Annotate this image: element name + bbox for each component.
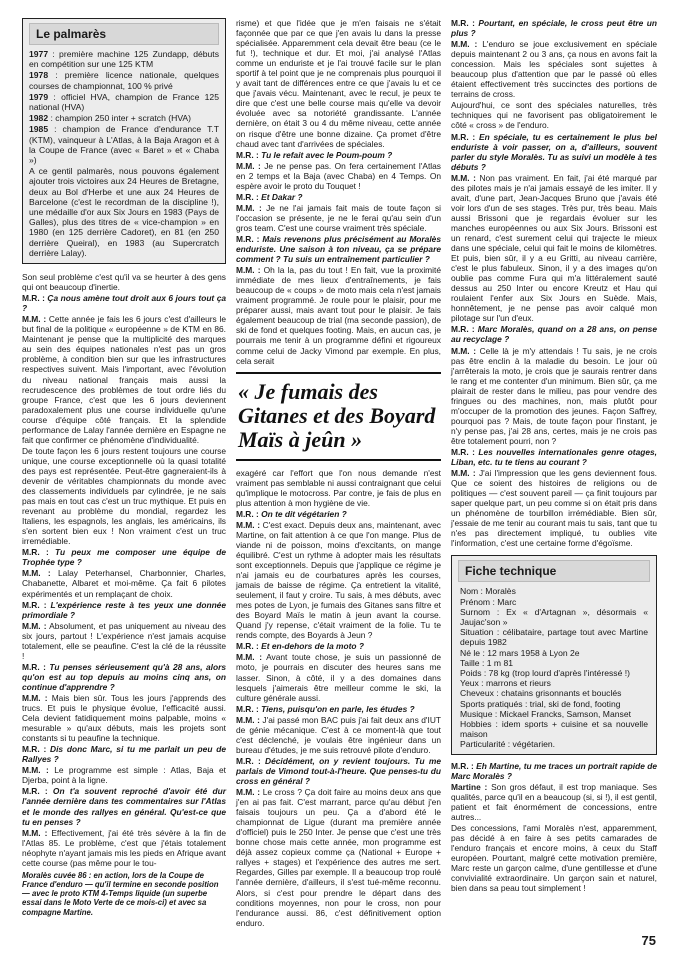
palmares-closing: A ce gentil palmarès, nous pouvons également ajouter trois victoires aux 24 Heures de Bretagne, deux au Bol d'Herbe et une aux 24 Heures de Barcelone (c'est le recordman de la discipline !), une médaille d'or aux Six Jours en 1983 (Pays de Galles), plus des titres de « vice-champion » en 1980 (en 125 derrière Cadoret), en 81 (en 250 derrière Queiral), en 1983 (au Supercratch derrière Lalay).: [29, 166, 219, 258]
fiche-line: Situation : célibataire, partage tout avec Martine depuis 1982: [460, 627, 648, 648]
question-paragraph: [236, 509, 441, 519]
column-2: [236, 18, 441, 929]
speaker-label: M.R. :: [236, 755, 261, 766]
speaker-label: M.R. :: [236, 233, 260, 244]
speaker-label: M.R. :: [451, 760, 474, 771]
fiche-technique-box: [451, 555, 657, 754]
speaker-label: M.R. :: [22, 599, 47, 610]
answer-text: Je ne l'ai jamais fait mais de toute façon si l'occasion se présente, je ne le ferai qu'au sein d'un gros team. C'est une course vraiment très spéciale.: [236, 202, 441, 233]
question-text: Dis donc Marc, si tu me parlait un peu de Rallyes ?: [22, 744, 226, 765]
speaker-label: M.R. :: [236, 703, 259, 714]
question-text: L'expérience reste à tes yeux une donnée primordiale ?: [22, 599, 226, 620]
answer-paragraph: [22, 568, 226, 598]
question-text: Eh Martine, tu me traces un portrait rapide de Marc Moralès ?: [451, 760, 657, 781]
question-text: En spéciale, tu es certainement le plus bel enduriste à voir passer, on a, d'ailleurs, souvent parler du style Moralès. Tu as suivi un modèle à tes débuts ?: [451, 131, 658, 172]
question-paragraph: [451, 132, 657, 172]
answer-text: Lalay Peterhansel, Charbonnier, Charles, Chabanette, Albaret et moi-même. Ça fait 6 pilotes expérimentés et un remplaçant de choix.: [22, 568, 226, 599]
question-paragraph: [236, 192, 441, 202]
question-paragraph: [236, 234, 441, 264]
fiche-body: [452, 586, 656, 749]
speaker-label: M.R. :: [22, 547, 49, 558]
pull-quote: « Je fumais des Gitanes et des Boyard Maïs à jeûn »: [236, 372, 441, 461]
speaker-label: M.M. :: [236, 265, 261, 276]
answer-paragraph: [236, 715, 441, 755]
question-text: Tiens, puisqu'on en parle, les études ?: [258, 703, 415, 714]
palmares-text: : champion 250 inter + scratch (HVA): [48, 113, 192, 124]
column-2-text-bottom: [236, 468, 441, 928]
answer-text: Effectivement, j'ai été très sévère à la fin de l'Atlas 85. Le problème, c'est que j'étais totalement néophyte n'ayant jamais mis les pieds en Afrique avant cette course (pas même pour le tou-: [22, 827, 226, 868]
question-paragraph: [22, 293, 226, 313]
answer-text: Mais bien sûr. Tous les jours j'apprends des trucs. Et puis le physique évolue, l'efficacité aussi. Cela devient fatidiquement moins palpable, moins « mesurable » qu'aux débuts, mais les projets sont constants si tu peaufine la technique.: [22, 692, 226, 744]
fiche-line: Particularité : végétarien.: [460, 739, 556, 750]
speaker-label: M.M. :: [451, 172, 476, 183]
answer-paragraph: [451, 468, 657, 548]
speaker-label: M.R. :: [451, 131, 476, 142]
question-paragraph: [236, 641, 441, 651]
column-3: [451, 18, 657, 894]
question-paragraph: [236, 704, 441, 714]
speaker-label: M.R. :: [236, 149, 259, 160]
speaker-label: M.M. :: [236, 652, 262, 663]
palmares-text: : première licence nationale, quelques courses de championnat, 100 % privé: [29, 70, 219, 91]
speaker-label: M.R. :: [451, 324, 475, 335]
column-2-text-top: [236, 18, 441, 366]
answer-text: Absolument, et pas uniquement au niveau des six jours, partout ! L'expérience n'est jamais acquise totalement, elle se peaufine. C'est la clé de la réussite !: [22, 620, 226, 661]
column-1: [22, 18, 226, 917]
question-paragraph: [22, 786, 226, 826]
fiche-line: Sports pratiqués : trial, ski de fond, footing: [460, 698, 621, 709]
answer-paragraph: [236, 787, 441, 928]
speaker-label: M.M. :: [451, 345, 477, 356]
answer-text: J'ai l'impression que les gens deviennent fous. Que ce soient des histoires de religions ou de politiques — c'est souvent pareil — ça finit toujours par saper quelque part, un peu comme si on était pris dans un phénomène de tourbillon irrémédiable. Bien sûr, j'essaie de me tenir au courant mais tu sais, tant que tu n'es pas directement impliqué, tu oublies vite l'information, c'est une certaine forme d'égoïsme.: [451, 468, 657, 549]
answer-text: Avant toute chose, je suis un passionné de moto, je pourrais en discuter des heures sans me lasser. Sinon, à côté, il y a des domaines dans lesquels j'aimerais être meilleur comme le ski, la culture générale aussi.: [236, 652, 441, 703]
speaker-label: M.M. :: [22, 692, 48, 703]
palmares-entry: [29, 113, 219, 123]
answer-paragraph: [451, 173, 657, 324]
answer-paragraph: [22, 765, 226, 785]
paragraph: Aujourd'hui, ce sont des spéciales naturelles, très techniques qui ne favorisent pas obligatoirement le côté « cross » de l'enduro.: [451, 100, 657, 131]
speaker-label: M.M. :: [451, 468, 476, 479]
question-text: Et en-dehors de la moto ?: [258, 641, 364, 652]
palmares-year: 1982: [29, 113, 49, 124]
fiche-line: Poids : 78 kg (trop lourd d'après l'intéressé !): [460, 668, 630, 679]
question-paragraph: [451, 761, 657, 781]
question-paragraph: [22, 547, 226, 567]
palmares-entry: [29, 92, 219, 112]
question-text: Et Dakar ?: [258, 191, 303, 202]
speaker-label: M.M. :: [22, 314, 47, 325]
question-text: Mais revenons plus précisément au Moralès enduriste. Une saison à ton niveau, ça se prépare comment ? Tu suis un entraînement particulier ?: [236, 233, 441, 265]
palmares-year: 1985: [29, 124, 49, 135]
speaker-label: M.M. :: [22, 827, 48, 838]
question-paragraph: [22, 600, 226, 620]
paragraph: risme) et que l'idée que je m'en faisais ne s'était façonnée que par ce que j'en avais lu dans la presse spécialisée. Apparemment cela devait être beau (ce le fut !), technique et dur. Et moi, j'ai analysé l'Atlas comme un enduriste et je l'ai trouvé facile sur le plan sportif à tel point que je ne comprenais plus pourquoi il y avait tant de différences entre ce que j'avais lu et ce que j'avais vécu. Maintenant, avec le recul, je peux te dire que c'est une belle course mais qu'elle va devoir évoluée avec sa notoriété grandissante. L'année dernière, on était 3 ou 4 du même niveau, cette année on risque d'être une bonne dizaine. Ça promet d'être chaud avec tant d'arrivées de spéciales.: [236, 18, 441, 149]
question-paragraph: [451, 324, 657, 344]
answer-text: Non pas vraiment. En fait, j'ai été marqué par des pilotes mais je n'ai jamais essayé de les imiter. Il y avait, d'une part, Jean-Jacques Bruno que j'avais été voir lors d'un de ses stages. Très pur, très beau. Mais aussi Brissoni que je regardais évoluer sur les manches européennes ou aux Six Jours. Brissoni est un renard, c'est surement celui qui trajecte le mieux dans une spéciale, celui qui fait le moins de kilomètres. Et puis, bien sûr, il y a eu Gritti, au niveau carrière, c'est le plus fabuleux. Sinon, il y a des images qu'on oublie pas comme Fura qui m'a littéralement sauté dessus au 250 Inter ou encore Kreutz et Hau qui roulaient l'enfer aux Six Jours en Suède. Mais, honnêtement, je ne pense pas avoir calqué mon pilotage sur l'un d'eux.: [451, 172, 657, 324]
speaker-label: M.M. :: [236, 160, 261, 171]
palmares-year: 1979: [29, 91, 49, 102]
speaker-label: M.M. :: [451, 39, 478, 50]
page-number: 75: [641, 933, 656, 948]
fiche-line: Musique : Mickael Francks, Samson, Manset: [460, 708, 631, 719]
speaker-label: M.R. :: [22, 293, 45, 304]
answer-paragraph: [22, 314, 226, 445]
question-paragraph: [22, 744, 226, 764]
paragraph: De toute façon les 6 jours restent toujours une course unique, une course exceptionnelle où la quasi totalité des pays est représentée. Peut-être gagneraient-ils à devenir de véritables championnats du monde avec des classements individuels par cylindrée, je ne sais pas mais en tout cas c'est un truc mythique. Et puis en revenant au problème du mondial, regardez les Italiens, les espagnols, les anglais, les américains, ils s'en sortent bien eux ! Non vraiment c'est un truc irremédiable.: [22, 445, 226, 547]
question-paragraph: [236, 756, 441, 786]
answer-paragraph: [22, 621, 226, 661]
answer-text: Oh la la, pas du tout ! En fait, vue la proximité immédiate de mes lieux d'entraînements, je fais beaucoup de « coups » de moto mais cela n'est jamais vraiment programmé. Je roule pour le plaisir, pour me préparer aussi, mais avant tout pour le plaisir. Je fais également beaucoup de trial (ma seconde passion), de ski de fond et quelques footing. Mais, en aucun cas, je pourrais me tenir à un programme défini et rigoureux comme celui de Jacky Vimond par exemple. En plus, cela serait: [236, 265, 441, 366]
paragraph: exagéré car l'effort que l'on nous demande n'est vraiment pas semblable ni aussi contraignant que celui qu'implique le motocross. Par contre, je fais de plus en plus attention à mon hygiène de vie.: [236, 467, 441, 508]
speaker-label: M.M. :: [22, 765, 49, 776]
speaker-label: M.M. :: [236, 714, 260, 725]
speaker-label: M.M. :: [22, 620, 47, 631]
speaker-label: M.R. :: [451, 446, 475, 457]
speaker-label: M.M. :: [236, 202, 262, 213]
fiche-title: Fiche technique: [458, 560, 650, 582]
palmares-entry: [29, 49, 219, 69]
column-3-text-top: [451, 18, 657, 548]
fiche-line: Né le : 12 mars 1958 à Lyon 2e: [460, 647, 580, 658]
fiche-line: Prénom : Marc: [460, 596, 517, 607]
fiche-line: Taille : 1 m 81: [460, 657, 514, 668]
photo-caption: Moralès cuvée 86 : en action, lors de la Coupe de France d'enduro — qu'il termine en seconde position — avec le proto KTM 4-Temps liquide (un superbe essai dans le Moto Verte de ce mois-ci) et avec sa compagne Martine.: [22, 870, 219, 917]
answer-text: Le cross ? Ça doit faire au moins deux ans que j'en ai pas fait. C'est marrant, parce qu'au début j'en faisais toujours un peu. Ça a d'abord été le championnat de Ligue (durant ma première année d'officiel) puis le 250 Inter. Je pense que c'est une très bonne chose mais cette année, mon programme est déjà assez copieux comme ça (National + Europe + rallyes + stages) et l'expérience des autres me sert. Regardes, Gilles par exemple. Il a beaucoup trop roulé l'année dernière, d'ailleurs, il s'est tué-même reconnu. Alors, si c'est pour prendre le départ dans des conditions moyennes, non pour le cross, non pour l'endurance aussi. 86, c'est définitivement option enduro.: [236, 787, 441, 928]
answer-text: C'est exact. Depuis deux ans, maintenant, avec Martine, on fait attention à ce que l'on mange. Plus de viande ni de poisson, moins d'excitants, on mange équilibré. C'est un rythme à adopter mais les résultats sont exceptionnels. Depuis que j'applique ce régime je n'ai jamais eu de courbatures après les courses, jamais de baisse de régime. Ça entretient la vitalité, seulement, il faut y croire. Tu sais, à mes débuts, avec mes potes de Lyon, je fumais des Gitanes sans filtre et des Boyard Maïs le matin à jeun avant la course. Quand j'y repense, c'était vraiment de la folie. Tu te rends compte, des Boyards à Jeun ?: [236, 519, 441, 641]
palmares-entry: [29, 70, 219, 90]
palmares-text: : première machine 125 Zundapp, débuts en compétition sur une 125 KTM: [29, 49, 219, 70]
fiche-line: Nom : Moralès: [460, 586, 516, 597]
speaker-label: M.R. :: [22, 661, 46, 672]
answer-text: J'ai passé mon BAC puis j'ai fait deux ans d'IUT de génie mécanique. C'est à ce moment-là que tout c'est déclenché, je voulais être ingénieur dans un bureau d'études, je me suis retrouvé pilote d'enduro.: [236, 714, 441, 755]
palmares-title: Le palmarès: [29, 23, 219, 45]
speaker-label: M.R. :: [236, 508, 259, 519]
question-text: Marc Moralès, quand on a 28 ans, on pense au recyclage ?: [451, 324, 657, 345]
speaker-label: M.R. :: [451, 18, 475, 28]
speaker-label: M.M. :: [22, 568, 51, 579]
speaker-label: M.M. :: [236, 787, 261, 798]
question-text: Les nouvelles internationales genre otages, Liban, etc. tu te tiens au courant ?: [451, 446, 657, 468]
paragraph: Son seul problème c'est qu'il va se heurter à des gens qui ont beaucoup d'inertie.: [22, 272, 226, 293]
speaker-label: M.R. :: [22, 744, 47, 755]
answer-text: Cette année je fais les 6 jours c'est d'ailleurs le but final de la politique « européenne » de KTM en 86. Maintenant je pense que la multiplicité des marques au sein des équipes nationales n'est pas un gros problème, à condition bien sur que les infrastructures respectives suivent. Mais l'important, avec l'évolution du niveau national français mais aussi la recrudescence des problèmes de tout ordre liés du groupe France, c'est que les 6 jours deviennent paradoxalement plus une course individuelle qu'une course d'équipe côté français. Et la splendide performance de Lalay l'année dernière en Espagne ne fait que confirmer ce phénomène d'individualité.: [22, 314, 226, 445]
fiche-line: Cheveux : chatains grisonnants et bouclés: [460, 688, 622, 699]
palmares-body: [23, 49, 225, 258]
palmares-text: : champion de France d'endurance T.T (KTM), vainqueur à L'Atlas, à la Baja Aragon et à la Coupe de France (avec « Baret » et « Chaba »): [29, 124, 219, 166]
question-text: Ça nous amène tout droit aux 6 jours tout ça ?: [22, 293, 227, 314]
palmares-box: [22, 18, 226, 264]
question-paragraph: [22, 662, 226, 692]
speaker-label: M.R. :: [22, 786, 48, 797]
palmares-year: 1978: [29, 70, 49, 81]
answer-text: Le programme est simple : Atlas, Baja et Djerba, point à la ligne.: [22, 765, 226, 786]
answer-paragraph: [236, 520, 441, 641]
fiche-line: Yeux : marrons et rieurs: [460, 678, 551, 689]
speaker-label: M.R. :: [236, 641, 259, 652]
question-paragraph: [451, 447, 657, 467]
answer-paragraph: [451, 346, 657, 446]
question-paragraph: [451, 18, 657, 38]
question-text: On t'a souvent reproché d'avoir été dur l'année dernière dans tes commentaires sur l'Atlas et le monde des rallyes en général. Qu'est-ce que tu en penses ?: [22, 786, 227, 827]
palmares-entry: [29, 124, 219, 165]
answer-text: Je ne pense pas. On fera certainement l'Atlas en 2 temps et la Baja (avec Chaba) en 4 Temps. On espère avoir le proto du Touquet !: [236, 160, 441, 191]
question-text: Tu peux me composer une équipe de Trophée type ?: [22, 547, 226, 568]
column-1-text: [22, 272, 226, 868]
answer-paragraph: [236, 203, 441, 233]
answer-paragraph: [22, 693, 226, 743]
answer-paragraph: [236, 265, 441, 365]
question-text: Tu penses sérieusement qu'à 28 ans, alors qu'on est au top depuis au moins cinq ans, on continue d'apprendre ?: [22, 661, 226, 692]
question-text: Pourtant, en spéciale, le cross peut être un plus ?: [451, 18, 658, 39]
question-text: Décidément, on y revient toujours. Tu me parlais de Vimond tout-à-l'heure. Que penses-tu du cross en général ?: [236, 755, 441, 786]
fiche-line: Surnom : Ex « d'Artagnan », désormais « Jaujac'son »: [460, 606, 648, 628]
paragraph: Des concessions, l'ami Moralès n'est, apparemment, pas décidé à en faire à ses petits camarades de l'enduro français et encore moins, à ceux du Staff européen. Pourtant, malgré cette motivation première, Marc reste un garçon calme, d'une gentillesse et d'une convivialité extraordinaire. Un garçon sain et naturel, bien dans sa peau tout simplement !: [451, 822, 657, 894]
palmares-year: 1977: [29, 49, 49, 59]
question-text: Tu le refait avec le Poum-poum ?: [258, 149, 393, 160]
question-text: On te dit végétarien ?: [258, 508, 347, 519]
palmares-text: : officiel HVA, champion de France 125 national (HVA): [29, 91, 219, 113]
answer-paragraph: [22, 828, 226, 868]
question-paragraph: [236, 150, 441, 160]
speaker-label: M.M. :: [236, 519, 261, 530]
answer-paragraph: [451, 39, 657, 99]
answer-text: Son gros défaut, il est trop maniaque. Ses qualités, parce qu'il en a beaucoup (si, si !), il est gentil, patient et fait énormément de concessions, entre autres...: [451, 781, 657, 822]
answer-paragraph: [236, 161, 441, 191]
speaker-label: M.R. :: [236, 191, 259, 202]
answer-paragraph: [451, 782, 657, 822]
fiche-line: Hobbies : idem sports + cuisine et sa nouvelle maison: [460, 719, 648, 740]
answer-text: L'enduro se joue exclusivement en spéciale depuis maintenant 2 ou 3 ans, ça nous en avons fait la concession. Mais les spéciales sont sujettes à beaucoup plus d'attention que par le passé où elles étaient effectivement très succinctes des portions de terrains de cross.: [451, 39, 657, 100]
answer-paragraph: [236, 652, 441, 702]
speaker-label: Martine :: [451, 781, 488, 792]
answer-text: Celle là je m'y attendais ! Tu sais, je ne crois pas être enclin à la maladie du besoin. Le jour où j'arrêterais la moto, je crois que je saurais rentrer dans le rang et me contenter d'un minimum. Bien sûr, ça me plairait de rester dans le milieu, pas pour vendre des fringues ou des machines, non, mais plutôt pour m'occuper de la promotion des jeunes. Façon Saffrey, pourquoi pas ? Mais, de toute façon pour l'instant, je n'y pense pas, j'ai 28 ans, certes, mais je ne crois pas être totalement pourri, non ?: [451, 345, 657, 446]
column-3-text-bottom: [451, 761, 657, 894]
